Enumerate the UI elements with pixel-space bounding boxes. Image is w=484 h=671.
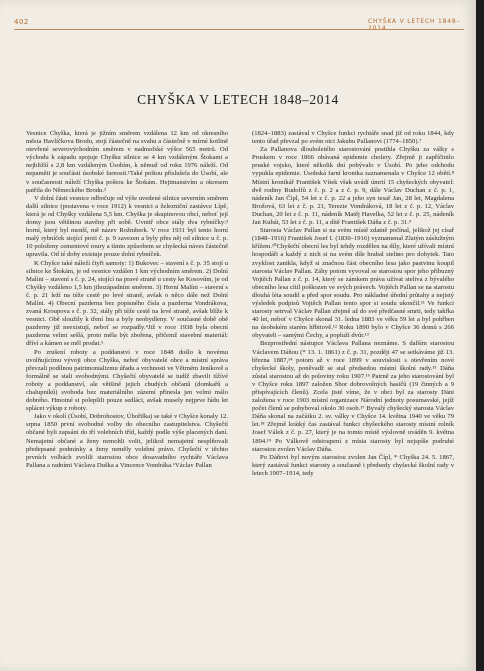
running-title: CHYŠKA V LETECH 1848– xyxy=(368,18,461,25)
paragraph: Bezprostřední nástupce Václava Pallana neznáme. S dalším starostou Václavem Dáňou (* 13. 1. 1861) z č. p. 31, později 47 se setkáváme již 13. března 1887,¹⁴ potom až v roce 1899 v souvislosti s otevřením nové chyšecké školy, poněvadž se stal předsedou místní školní rady.¹⁵ Dáňa zůstal starostou až do poloviny roku 1907.¹⁶ Patrně za jeho starostování byl v Chyšce roku 1897 založen Sbor dobrovolných hasičů (19 činných a 9 přispívajících členů). Zcela jisté víme, že v obci byl za starosty Dáni založena v roce 1903 místní organizace Národní jednoty posumavské, jejíž počet členů se pohyboval okolo 30 osob.¹⁷ Byvalý chyšecký starosta Václav Dáňa skonal na začátku 2. sv. války v Chyšce 14. května 1940 ve věku 79 let.¹⁸ Zřejmě krátký čas zastával funkci chyšeckého starosty místní rolník Josef Válek z č. p. 27, který je na tomto místě výslovně uváděn 9. května 1894.¹⁹ Po Válkově odstoupení z místa starosty byl nejspíše podruhé starostou zvolen Václav Dáňa. xyxy=(252,340,454,453)
paragraph: Vesnice Chyška, která je jižním směrem vzdálena 12 km od okresního města Havlíčkova Brodu, stojí částečně na svahu a částečně v mírné kotlině otevřené severovýchodním směrem v nadmořské výšce 565 metrů. Od východu k západu spojuje Chyšku silnice se 4 km vzdáleným Štokami a nejbližší s 2,8 km vzdáleným Úsobím, k němuž od roku 1976 náleží. Od nepaměti je součástí úsobské farnosti.¹Také poštou příslušela do Úsobí, ale v současnosti náleží Chyška poštou ke Štokám. Hejtmanstvím a okresem patřila do Německého Brodu.² xyxy=(26,130,228,194)
paragraph: Jako v okolí (Úsobí, Dobrohostov, Úhořilka) se také v Chyšce konaly 12. srpna 1850 první svobodné volby do obecního zastupitelstva. Chyšečtí občané byli zapsáni do tří volebních tříd, každý podle výše placených daní. Nemajetní občané a ženy nemohli volit, jelikož nemajetní nesplňovali předepsané podmínky a ženy neměly volební právo. Chyšečtí v těchto prvních volbách zvolili starostou obce dosavadního rychtáře Václava Pallana a radními Václava Duška a Vincence Vondráka.⁶Václav Pallan xyxy=(26,413,228,469)
paragraph: (1824–1883) zastával v Chyšce funkci rychtáře snad již od roku 1844, kdy tento úřad převzal po svém otci Jakubu Pallanovi (1774–1850).⁷ xyxy=(252,130,454,146)
text-column-left xyxy=(26,130,228,470)
paragraph: K Chyšce také náleží čtyři samoty: 1) Bukovec – stavení s č. p. 35 stojí u silnice ke Štokám, je od vesnice vzdálen 1 km východním směrem. 2) Dolní Malíni – stavení s č. p. 24, stojící na pravé straně u cesty ke Kosovům, je od Chyšky vzdáleno 1,5 km jihozápadním směrem. 3) Horní Malíni – stavení s č. p. 21 leží na téže cestě po levé straně, avšak o něco dále než Dolní Malíni. 4) Obecní pazderna bez popisného čísla a pazderna Vondrákova, zvaná Kroupova s č. p. 32, stály při téže cestě na levé straně, avšak blíže k vesnici. Obě sloužily k tření lnu a byly neobydleny. V současné době obě pazderny již neexistují, neboť se rozpadly.⁴Již v roce 1938 byla obecní pazderna velmi sešlá, proto měla být zbořena, přičemž stavební materiál: dříví a kámen se měl prodat.⁵ xyxy=(26,259,228,348)
paragraph: Po Dáňovi byl novým starostou zvolen Jan Čípl, * Chyška 24. 5. 1867, který zastával funkci starosty a současně i předsedy chyšecké školní rady v letech 1907–1914, tedy xyxy=(252,453,454,477)
running-header xyxy=(0,18,476,32)
paragraph: Starosta Václav Pallan si na svém místě zdatně počínal, jelikož jej císař (1848–1916) František Josef I. (1830–1916) vyznamenal Zlatým záslužným křížem.¹⁰Chyšečtí obecní les byl tehdy rozdělen na díly, které užívali místní hospodáři a každý z nich si na svém díle hrabal steliво pro dobytek. Tato zvyklost zanikla, když si značnou část obecního lesa jako pastvinu koupil starosta Václav Pallan. Záhy potom vyvoval se starostou spor jeho příbuzný Vojtěch Pallan z č. p. 14, který se zámkem práva užívat steliva z bývalého obecního lesa cítil poškozen ve svých právech. Vojtěch Pallan se na starostu dlouhá léta soudil a před spor soudu. Pro nákladné úřední průtahy a nejistý výsledek podpisů Vojtěch Pallan tento spor si soudu ukončil.¹¹ Ve funkci starosty setrval Václav Pallan zřejmě až do své předčasné smrti, tedy takřka 40 let, neboť v Chyšce skonal 31. ledna 1883 ve věku 59 let a byl pohřben na úsobském starém hřbitově.¹² Roku 1890 bylo v Chyšce 36 domů s 266 obyvateli – samými Čechy, a popluží dvůr.¹³ xyxy=(252,227,454,340)
article-title: CHYŠKA V LETECH 1848–2014 xyxy=(137,92,339,107)
page-number: 402 xyxy=(14,18,29,26)
text-column-right xyxy=(252,130,454,478)
paragraph: Po zrušení roboty a poddanství v roce 1848 došlo k novému uvolňujícímu vývoji obce Chyška, neboť obyvatelé obce a místní správa převzali podílnou patrimonializmu úřadu a vrchnosti ve Větrném Jeníkově a formálně se stali svobodnými. Chyšečtí obyvatelé se tudíž zbavili tížívé roboty a poddanství, ale většině jejich chudých občanů (domkařů a chalupníků) svoboda bez materiálního zázemí přinesla jen velmi málo dobrého. Hmotné si polepšili pouze sedláci, avšak musely nejprve řádu let splácet výkup z roboty. xyxy=(26,348,228,413)
header-rule xyxy=(14,29,464,30)
paragraph: Za Pallanova dlouholetého starostování postihla Chyšku za války s Pruskem v roce 1866 obávaná epidemie cholery. Zřejmě ji zapříčinilo pruské vojsko, které několik dní pobývalo v Úsobí. Po jeho odchodu vypukla epidemie. Úsobská farní kronika zaznamenala v Chyšce 12 obětí.⁸ Místní kronikář František Vítek však uvádí úmrtí 15 chyšeckých obyvatel: dvě rodiny Rudolfů z č. p. 2 a z č. p. 9, dále Václav Duchan z č. p. 1, nádeník Jan Čípl, 54 let z č. p. 22 a jeho syn tesař Jan, 28 let, Magdalena Brožová, 63 let z č. p. 21, Terezie Vondráková, 18 let z č. p. 12, Václav Duchan, 20 let z č. p. 11, nádeník Matěj Havelka, 52 let z č. p. 25, nádeník Jan Kubát, 53 let z č. p. 11, a dítě František Dáňa z č. p. 31.⁹ xyxy=(252,146,454,227)
paragraph: V dolní části vesnice odbočuje od výše uvedené silnice severním směrem další silnice (postavena v roce 1912) k vesnici a železniční zastávce Lípě, která je od Chyšky vzdálena 5,5 km. Chyška je skupinovou obcí, neboť její domy jsou většinou stavěny při sobě. Uvnitř obce stály dva rybníčky:³ horní, který byl menší, mě název Rožmberk. V roce 1931 byl tento horní malý rybníček stojící proti č. p. 9 zavezen a byly přes něj od silnice u č. p. 10 položeny cementové roury a tímto způsobem se chyšecká náves částečně upravila. Od té doby existuje pouze dolní rybníček. xyxy=(26,194,228,259)
